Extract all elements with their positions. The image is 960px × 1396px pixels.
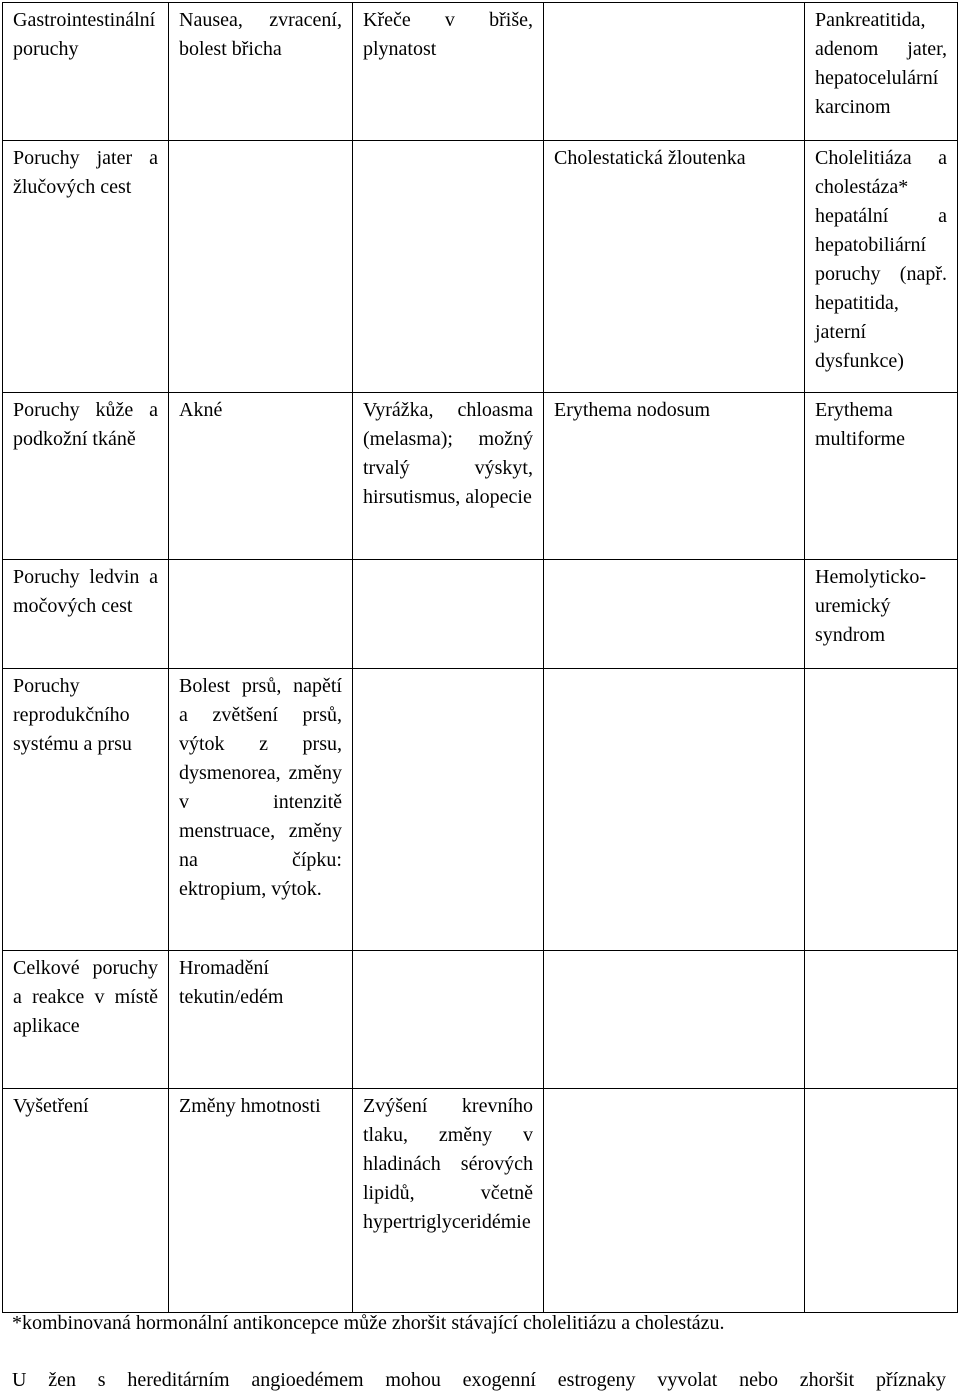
table-row <box>3 141 958 393</box>
cell-text: Vyrážka, chloasma (melasma); možný trvalý výskyt, hirsutismus, alopecie <box>363 399 533 508</box>
table-cell <box>169 141 353 393</box>
cell-text: Změny hmotnosti <box>179 1095 321 1117</box>
table-cell <box>544 951 805 1089</box>
cell-text: Poruchy kůže a podkožní tkáně <box>13 399 158 450</box>
cell-text: Cholestatická žloutenka <box>554 147 746 169</box>
cell-text: Poruchy reprodukčního systému a prsu <box>13 675 132 755</box>
cell-text: Poruchy ledvin a močových cest <box>13 566 158 617</box>
table-cell <box>353 141 544 393</box>
footnote: *kombinovaná hormonální antikoncepce může zhoršit stávající cholelitiázu a cholestázu. <box>12 1312 725 1334</box>
table-cell <box>805 1089 958 1313</box>
table-cell <box>169 951 353 1089</box>
cell-text: Hemolyticko-uremický syndrom <box>815 566 927 646</box>
table-cell <box>169 3 353 141</box>
table-cell <box>805 951 958 1089</box>
table-cell <box>544 393 805 560</box>
cell-text: Pankreatitida, adenom jater, hepatocelulární karcinom <box>815 9 947 118</box>
organ-class-cell <box>3 951 169 1089</box>
body-paragraph: U žen s hereditárním angioedémem mohou exogenní estrogeny vyvolat nebo zhoršit příznaky <box>12 1369 946 1391</box>
table-cell <box>805 669 958 951</box>
organ-class-cell <box>3 1089 169 1313</box>
cell-text: Zvýšení krevního tlaku, změny v hladinách sérových lipidů, včetně hypertriglyceridémie <box>363 1095 533 1233</box>
table-cell <box>544 3 805 141</box>
table-cell <box>353 951 544 1089</box>
table-row <box>3 951 958 1089</box>
cell-text: Celkové poruchy a reakce v místě aplikace <box>13 957 158 1037</box>
table-cell <box>353 393 544 560</box>
table-cell <box>353 560 544 669</box>
adverse-effects-table <box>2 2 958 1313</box>
table-cell <box>805 560 958 669</box>
cell-text: Akné <box>179 399 223 421</box>
cell-text: Křeče v břiše, plynatost <box>363 9 533 60</box>
table-cell <box>544 560 805 669</box>
cell-text: Bolest prsů, napětí a zvětšení prsů, výtok z prsu, dysmenorea, změny v intenzitě menstruace, změny na čípku: ektropium, výtok. <box>179 675 342 900</box>
cell-text: Vyšetření <box>13 1095 89 1117</box>
organ-class-cell <box>3 393 169 560</box>
table-cell <box>353 1089 544 1313</box>
cell-text: Hromadění tekutin/edém <box>179 957 284 1008</box>
cell-text: Erythema multiforme <box>815 399 905 450</box>
organ-class-cell <box>3 3 169 141</box>
table-cell <box>544 669 805 951</box>
organ-class-cell <box>3 141 169 393</box>
table-row <box>3 560 958 669</box>
table-cell <box>544 141 805 393</box>
table-cell <box>169 393 353 560</box>
table-cell <box>169 669 353 951</box>
cell-text: Erythema nodosum <box>554 399 711 421</box>
table-cell <box>805 3 958 141</box>
cell-text: Poruchy jater a žlučových cest <box>13 147 158 198</box>
table-cell <box>169 1089 353 1313</box>
table-cell <box>353 3 544 141</box>
table-cell <box>353 669 544 951</box>
table-row <box>3 1089 958 1313</box>
table-cell <box>805 393 958 560</box>
organ-class-cell <box>3 669 169 951</box>
cell-text: Nausea, zvracení, bolest břicha <box>179 9 342 60</box>
table-cell <box>805 141 958 393</box>
cell-text: Cholelitiáza a cholestáza* hepatální a hepatobiliární poruchy (např. hepatitida, jaterní dysfunkce) <box>815 147 947 372</box>
organ-class-cell <box>3 560 169 669</box>
table-cell <box>169 560 353 669</box>
table-row <box>3 3 958 141</box>
table-cell <box>544 1089 805 1313</box>
cell-text: Gastrointestinální poruchy <box>13 9 156 60</box>
table-row <box>3 393 958 560</box>
table-row <box>3 669 958 951</box>
